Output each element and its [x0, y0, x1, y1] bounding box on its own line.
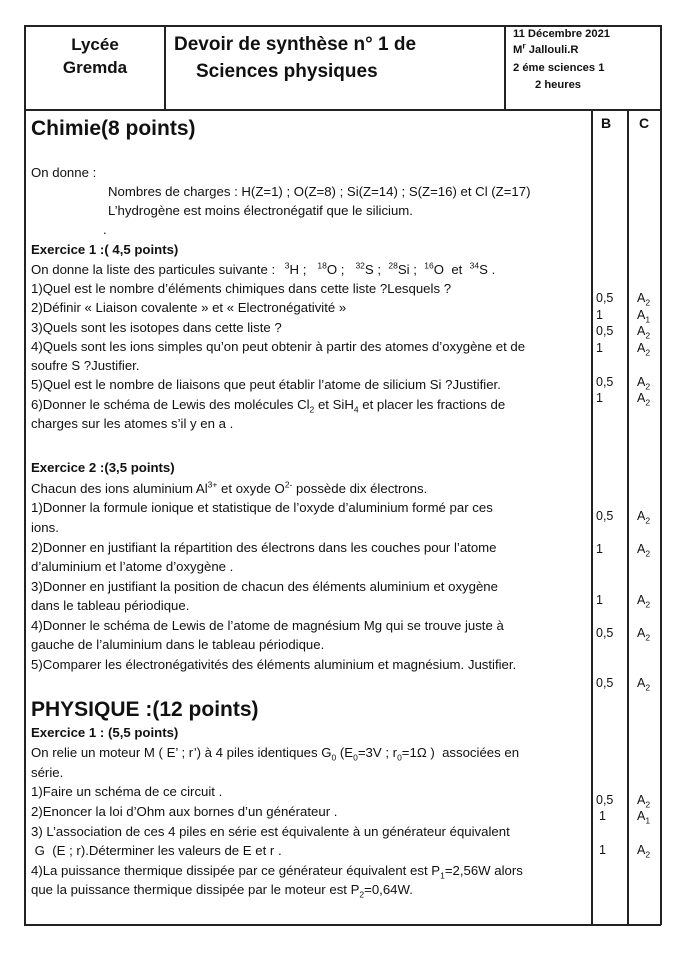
header-col-divider-1 — [164, 25, 166, 110]
physique-ex1-q2: 2)Enoncer la loi d’Ohm aux bornes d’un générateur . — [31, 804, 338, 819]
q6-text-3: et placer les fractions de — [358, 397, 506, 412]
grade-b: 0,5 — [596, 793, 614, 807]
chimie-ex2-q3-line1: 3)Donner en justifiant la position de chacun des éléments aluminium et oxygène — [31, 579, 498, 594]
physique-ex1-q3-line2: G (E ; r).Déterminer les valeurs de E et r . — [31, 843, 282, 858]
particle-2-symbol: O — [326, 262, 338, 277]
grading-col-divider-c — [627, 109, 629, 925]
q6-sih4-sub: 4 — [353, 404, 359, 415]
table-border-bottom — [24, 924, 661, 926]
grade-c — [637, 626, 650, 641]
chimie-ex2-title: Exercice 2 :(3,5 points) — [31, 460, 175, 475]
physique-ex1-q4-line1 — [31, 863, 523, 881]
header-divider — [24, 109, 661, 111]
grade-b: 1 — [596, 542, 603, 556]
physique-ex1-title: Exercice 1 : (5,5 points) — [31, 725, 179, 740]
grade-c-letter: A — [637, 291, 646, 305]
chimie-ex2-q3-line2: dans le tableau périodique. — [31, 598, 190, 613]
table-border-right — [660, 25, 662, 925]
particle-5-mass: 16 — [424, 260, 434, 271]
grade-c-letter: A — [637, 809, 646, 823]
grade-c-sub: 2 — [645, 632, 651, 643]
grade-c-letter: A — [637, 593, 646, 607]
particle-6-sep: . — [487, 262, 496, 277]
grade-c-letter: A — [637, 626, 646, 640]
grade-b: 0,5 — [596, 509, 614, 523]
exam-title-line-1: Devoir de synthèse n° 1 de — [174, 34, 417, 55]
grade-c — [637, 308, 650, 323]
physique-title: PHYSIQUE :(12 points) — [31, 698, 259, 721]
physique-ex1-intro-line2: série. — [31, 765, 64, 780]
grade-c — [637, 676, 650, 691]
grade-b: 1 — [599, 809, 606, 823]
grade-c-sub: 2 — [645, 515, 651, 526]
chimie-ex1-q4-line1: 4)Quels sont les ions simples qu’on peut obtenir à partir des atomes d’oxygène et de — [31, 339, 526, 354]
particle-3-mass: 32 — [355, 260, 365, 271]
grade-c-sub: 2 — [645, 548, 651, 559]
grade-c-letter: A — [637, 375, 646, 389]
particle-5-symbol: O — [433, 262, 444, 277]
class-name: 2 éme sciences 1 — [513, 62, 605, 74]
school-line-2: Gremda — [62, 58, 128, 77]
o-charge: 2- — [284, 479, 293, 490]
grade-c — [637, 593, 650, 608]
grade-c-letter: A — [637, 509, 646, 523]
particle-1-sep: ; — [299, 262, 314, 277]
table-border-left — [24, 25, 26, 925]
grade-c-sub: 2 — [645, 799, 651, 810]
ex2-intro-2: et oxyde O — [217, 481, 285, 496]
physique-ex1-q4-line2 — [31, 882, 413, 900]
q6-cl2-sub: 2 — [309, 404, 315, 415]
grade-b: 0,5 — [596, 375, 614, 389]
chimie-ex1-q2: 2)Définir « Liaison covalente » et « Electronégativité » — [31, 300, 347, 315]
particle-4-symbol: Si — [397, 262, 410, 277]
column-header-c: C — [639, 115, 650, 131]
chimie-ex2-intro — [31, 481, 427, 496]
particle-1-mass: 3 — [284, 260, 290, 271]
particle-5-sep: et — [444, 262, 466, 277]
grade-c-sub: 2 — [645, 682, 651, 693]
grade-c-sub: 1 — [645, 815, 651, 826]
grade-c-letter: A — [637, 676, 646, 690]
grading-col-divider-b — [591, 109, 593, 925]
grade-c — [637, 324, 650, 339]
al-charge: 3+ — [207, 479, 218, 490]
chimie-ex1-q6-line2: charges sur les atomes s’il y en a . — [31, 416, 234, 431]
exam-title — [174, 31, 416, 85]
electronegativity-note: L’hydrogène est moins électronégatif que le silicium. — [108, 203, 413, 218]
chimie-ex2-q2-line2: d’aluminium et l’atome d’oxygène . — [31, 559, 234, 574]
grade-c-letter: A — [637, 843, 646, 857]
exam-duration: 2 heures — [535, 79, 582, 91]
phys-q4-2: =2,56W alors — [444, 863, 523, 878]
grade-c — [637, 542, 650, 557]
particle-4-mass: 28 — [388, 260, 398, 271]
chimie-ex2-q4-line1: 4)Donner le schéma de Lewis de l’atome de magnésium Mg qui se trouve juste à — [31, 618, 504, 633]
particle-3-symbol: S — [364, 262, 374, 277]
grade-c — [637, 341, 650, 356]
teacher-prefix-sup: r — [522, 40, 526, 51]
phys-e0-sub: 0 — [353, 752, 358, 763]
phys-intro-2: (E — [336, 745, 354, 760]
grade-c-letter: A — [637, 542, 646, 556]
grade-c-letter: A — [637, 324, 646, 338]
exam-date: 11 Décembre 2021 — [513, 28, 611, 40]
grade-c-sub: 2 — [645, 599, 651, 610]
q6-text-1: 6)Donner le schéma de Lewis des molécules Cl — [31, 397, 310, 412]
grade-b: 0,5 — [596, 291, 614, 305]
chimie-ex2-q1-line1: 1)Donner la formule ionique et statistique de l’oxyde d’aluminium formé par ces — [31, 500, 493, 515]
grade-c-sub: 2 — [645, 297, 651, 308]
chimie-ex1-title: Exercice 1 :( 4,5 points) — [31, 242, 179, 257]
grade-c-sub: 2 — [645, 849, 651, 860]
grade-c — [637, 391, 650, 406]
particle-4-sep: ; — [409, 262, 421, 277]
q6-text-2: et SiH — [314, 397, 354, 412]
chimie-ex2-q4-line2: gauche de l’aluminium dans le tableau périodique. — [31, 637, 325, 652]
grade-c-letter: A — [637, 391, 646, 405]
teacher-prefix: M — [513, 44, 523, 56]
phys-p2-sub: 2 — [359, 889, 365, 900]
school-line-1: Lycée — [71, 35, 119, 54]
chimie-ex2-q1-line2: ions. — [31, 520, 59, 535]
grade-b: 0,5 — [596, 324, 614, 338]
grade-c — [637, 291, 650, 306]
chimie-ex1-q5: 5)Quel est le nombre de liaisons que peut établir l’atome de silicium Si ?Justifier. — [31, 377, 501, 392]
stray-dot: . — [103, 222, 107, 237]
phys-q4-1: 4)La puissance thermique dissipée par ce générateur équivalent est P — [31, 863, 441, 878]
grade-c-letter: A — [637, 308, 646, 322]
grade-b: 0,5 — [596, 676, 614, 690]
grade-b: 1 — [596, 391, 603, 405]
grade-c-sub: 2 — [645, 347, 651, 358]
grade-c-letter: A — [637, 341, 646, 355]
column-header-b: B — [601, 115, 612, 131]
particle-6-symbol: S — [479, 262, 488, 277]
chimie-ex1-q1: 1)Quel est le nombre d’éléments chimiques dans cette liste ?Lesquels ? — [31, 281, 452, 296]
particle-6-mass: 34 — [469, 260, 480, 271]
phys-intro-1: On relie un moteur M ( E’ ; r’) à 4 piles identiques G — [31, 745, 332, 760]
chimie-ex1-q3: 3)Quels sont les isotopes dans cette liste ? — [31, 320, 282, 335]
teacher-name — [513, 40, 579, 58]
chimie-ex2-q5: 5)Comparer les électronégativités des éléments aluminium et magnésium. Justifier. — [31, 657, 517, 672]
chimie-ex2-q2-line1: 2)Donner en justifiant la répartition des électrons dans les couches pour l’atome — [31, 540, 497, 555]
ex2-intro-1: Chacun des ions aluminium Al — [31, 481, 208, 496]
particles-intro: On donne la liste des particules suivante : — [31, 262, 276, 277]
on-donne: On donne : — [31, 165, 97, 180]
phys-r0-sub: 0 — [397, 752, 402, 763]
grade-c-letter: A — [637, 793, 646, 807]
grade-b: 1 — [596, 308, 603, 322]
physique-ex1-q1: 1)Faire un schéma de ce circuit . — [31, 784, 223, 799]
grade-c — [637, 843, 650, 858]
phys-intro-4: =1Ω ) associées en — [401, 745, 520, 760]
particle-2-mass: 18 — [317, 260, 327, 271]
particle-1-symbol: H — [289, 262, 300, 277]
grade-c-sub: 2 — [645, 330, 651, 341]
physique-ex1-q3-line1: 3) L’association de ces 4 piles en série est équivalente à un générateur équivalent — [31, 824, 510, 839]
grade-c — [637, 509, 650, 524]
physique-ex1-intro-line1 — [31, 745, 520, 763]
teacher-surname: Jallouli.R — [525, 44, 579, 56]
grade-c — [637, 809, 650, 824]
chimie-ex1-q4-line2: soufre S ?Justifier. — [31, 358, 140, 373]
grade-b: 1 — [596, 593, 603, 607]
grade-b: 0,5 — [596, 626, 614, 640]
phys-q4b-2: =0,64W. — [364, 882, 413, 897]
phys-intro-3: =3V ; r — [357, 745, 398, 760]
grade-c-sub: 2 — [645, 397, 651, 408]
phys-q4b-1: que la puissance thermique dissipée par le moteur est P — [31, 882, 360, 897]
charge-numbers: Nombres de charges : H(Z=1) ; O(Z=8) ; Si(Z=14) ; S(Z=16) et Cl (Z=17) — [108, 184, 531, 199]
grade-c — [637, 793, 650, 808]
chimie-ex1-intro — [31, 262, 495, 277]
particle-2-sep: ; — [337, 262, 352, 277]
grade-b: 1 — [596, 341, 603, 355]
grade-b: 1 — [599, 843, 606, 857]
grade-c — [637, 375, 650, 390]
school-name — [26, 33, 164, 79]
phys-g0-sub: 0 — [331, 752, 337, 763]
grade-c-sub: 2 — [645, 381, 651, 392]
header-col-divider-2 — [504, 25, 506, 110]
grade-c-sub: 1 — [645, 314, 651, 325]
chimie-title: Chimie(8 points) — [31, 117, 196, 140]
exam-title-line-2: Sciences physiques — [196, 61, 378, 82]
chimie-ex1-q6-line1 — [31, 397, 506, 415]
particle-list — [285, 262, 495, 277]
phys-p1-sub: 1 — [440, 870, 445, 881]
ex2-intro-3: possède dix électrons. — [292, 481, 428, 496]
particle-3-sep: ; — [373, 262, 385, 277]
